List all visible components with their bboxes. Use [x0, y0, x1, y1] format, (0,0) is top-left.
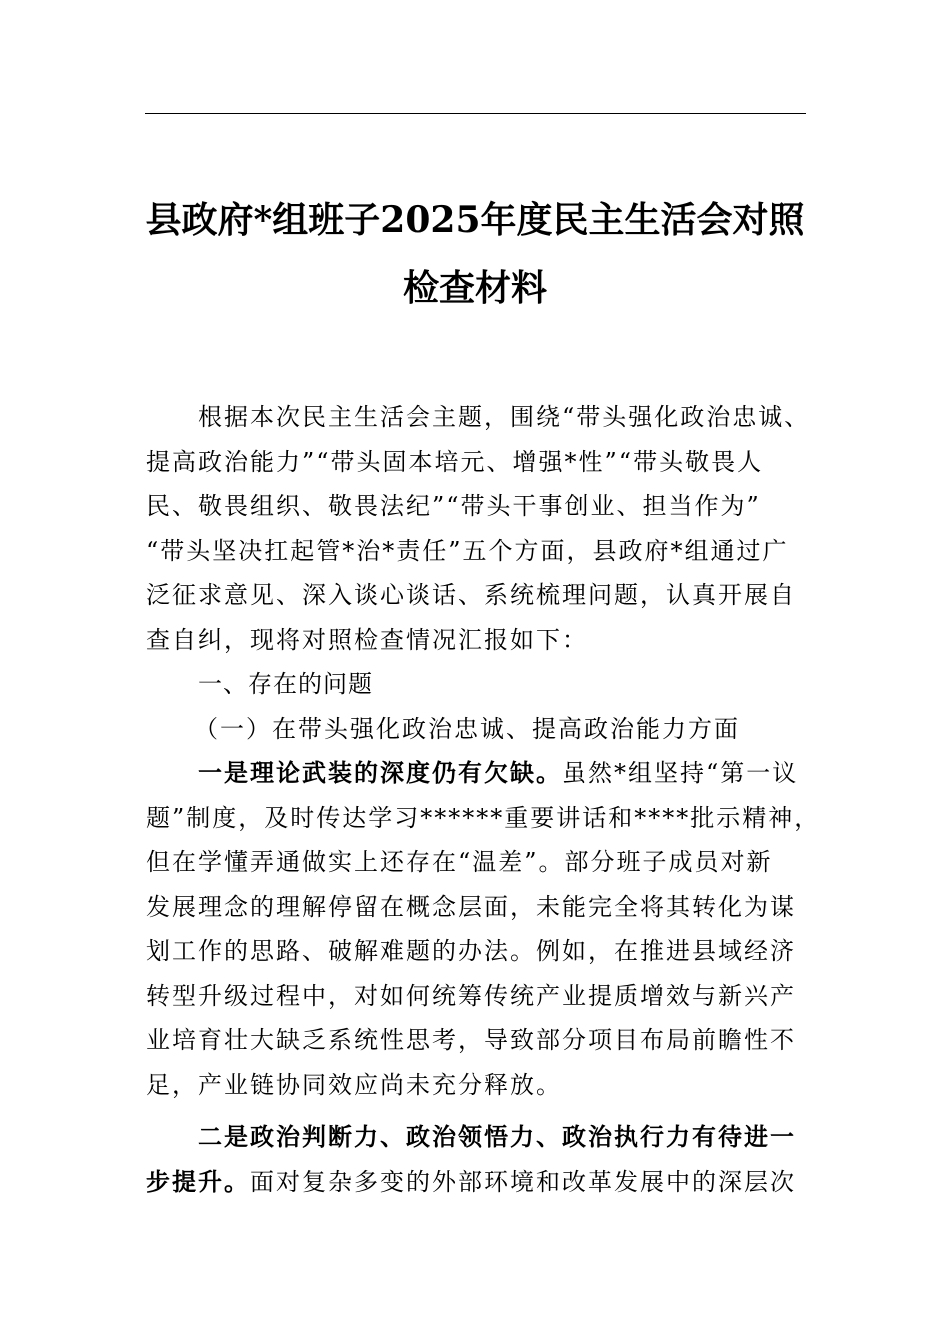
- point-1-first-line: [146, 751, 808, 796]
- point-1-line: 转型升级过程中，对如何统筹传统产业提质增效与新兴产: [146, 981, 796, 1010]
- point-1-line: 足，产业链协同效应尚未充分释放。: [146, 1070, 562, 1099]
- intro-line: 查自纠，现将对照检查情况汇报如下：: [146, 625, 588, 654]
- section-heading: 一、存在的问题: [198, 670, 373, 698]
- point-1-first-line-text: 虽然*组坚持“第一议: [562, 759, 799, 787]
- point-1-line: 发展理念的理解停留在概念层面，未能完全将其转化为谋: [146, 892, 796, 921]
- point-1-line: 划工作的思路、破解难题的办法。例如，在推进县域经济: [146, 937, 796, 965]
- intro-line: “带头坚决扛起管*治*责任”五个方面，县政府*组通过广: [146, 536, 789, 565]
- point-2-lead-line: 二是政治判断力、政治领悟力、政治执行力有待进一: [198, 1122, 796, 1151]
- point-2-line-text: 面对复杂多变的外部环境和改革发展中的深层次: [250, 1167, 796, 1196]
- point-2-second-line: [146, 1160, 808, 1205]
- document-body: [146, 395, 821, 1204]
- point-1-line: 业培育壮大缺乏系统性思考，导致部分项目布局前瞻性不: [146, 1026, 796, 1054]
- point-1-line: 题”制度，及时传达学习******重要讲话和****批示精神，: [146, 803, 821, 832]
- point-2-lead-end: 步提升。: [146, 1166, 250, 1196]
- document-title-line-2: 检查材料: [402, 267, 547, 309]
- subsection-heading: （一）在带头强化政治忠诚、提高政治能力方面: [194, 714, 740, 743]
- point-1-line: 但在学懂弄通做实上还存在“温差”。部分班子成员对新: [146, 848, 773, 876]
- intro-line: 根据本次民主生活会主题，围绕“带头强化政治忠诚、: [198, 403, 811, 431]
- document-title-line-1: 县政府*组班子2025年度民主生活会对照: [145, 199, 805, 241]
- intro-line: 提高政治能力”“带头固本培元、增强*性”“带头敬畏人: [146, 447, 764, 476]
- intro-line: 民、敬畏组织、敬畏法纪”“带头干事创业、担当作为”: [146, 492, 761, 520]
- point-1-lead: 一是理论武装的深度仍有欠缺。: [198, 758, 562, 787]
- header-rule: [145, 113, 806, 114]
- intro-line: 泛征求意见、深入谈心谈话、系统梳理问题，认真开展自: [146, 581, 796, 609]
